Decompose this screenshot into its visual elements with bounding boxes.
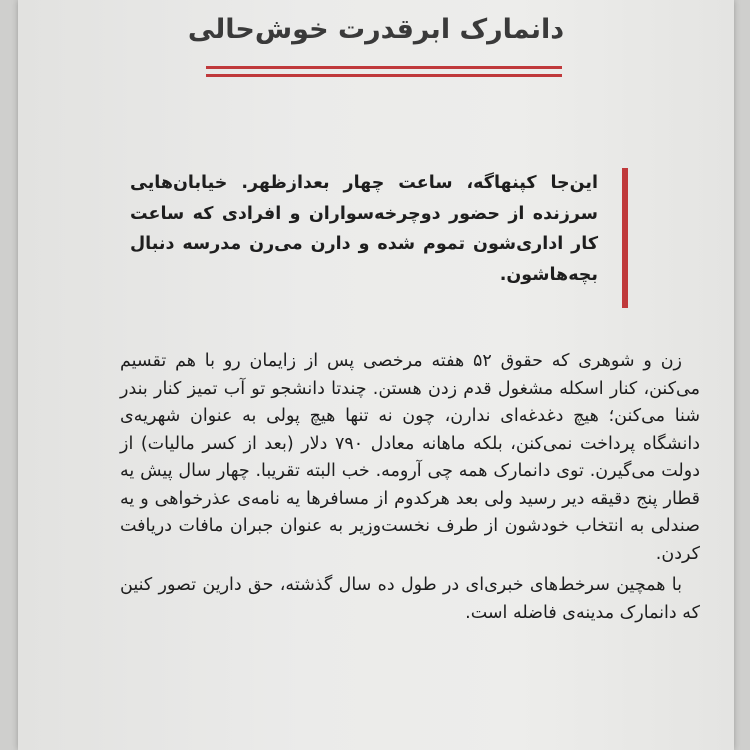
body-paragraph-2: با همچین سرخط‌های خبری‌ای در طول ده سال گذشته، حق دارین تصور کنین که دانمارک مدینه‌ی فاضله است.	[120, 575, 700, 623]
pull-quote-bar	[622, 168, 628, 308]
title-divider-bottom	[206, 74, 562, 77]
page-title: دانمارک ابرقدرت خوش‌حالی	[187, 14, 565, 45]
book-page	[18, 0, 734, 750]
body-paragraph-1: زن و شوهری که حقوق ۵۲ هفته مرخصی پس از زایمان رو با هم تقسیم می‌کنن، کنار اسکله مشغول قدم زدن هستن. چندتا دانشجو تو آب تمیز کنار بندر شنا می‌کنن؛ هیچ دغدغه‌ای ندارن، چون نه تنها هیچ پولی به عنوان شهریه‌ی دانشگاه پرداخت نمی‌کنن، بلکه ماهانه معادل ۷۹۰ دلار (بعد از کسر مالیات) از دولت می‌گیرن. توی دانمارک همه چی آرومه. خب البته تقریبا. چهار سال پیش یه قطار پنج دقیقه دیر رسید ولی بعد هرکدوم از مسافرها یه نامه‌ی عذرخواهی و یه صندلی به انتخاب خودشون از طرف نخست‌وزیر به عنوان جبران مافات دریافت کردن.	[120, 351, 700, 564]
article-body	[120, 348, 700, 631]
title-divider-top	[206, 66, 562, 69]
pull-quote: این‌جا کپنهاگه، ساعت چهار بعدازظهر. خیابان‌هایی سرزنده از حضور دوچرخه‌سواران و افرادی که ساعت کار اداری‌شون تموم شده و دارن می‌رن مدرسه دنبال بچه‌هاشون.	[130, 173, 598, 285]
